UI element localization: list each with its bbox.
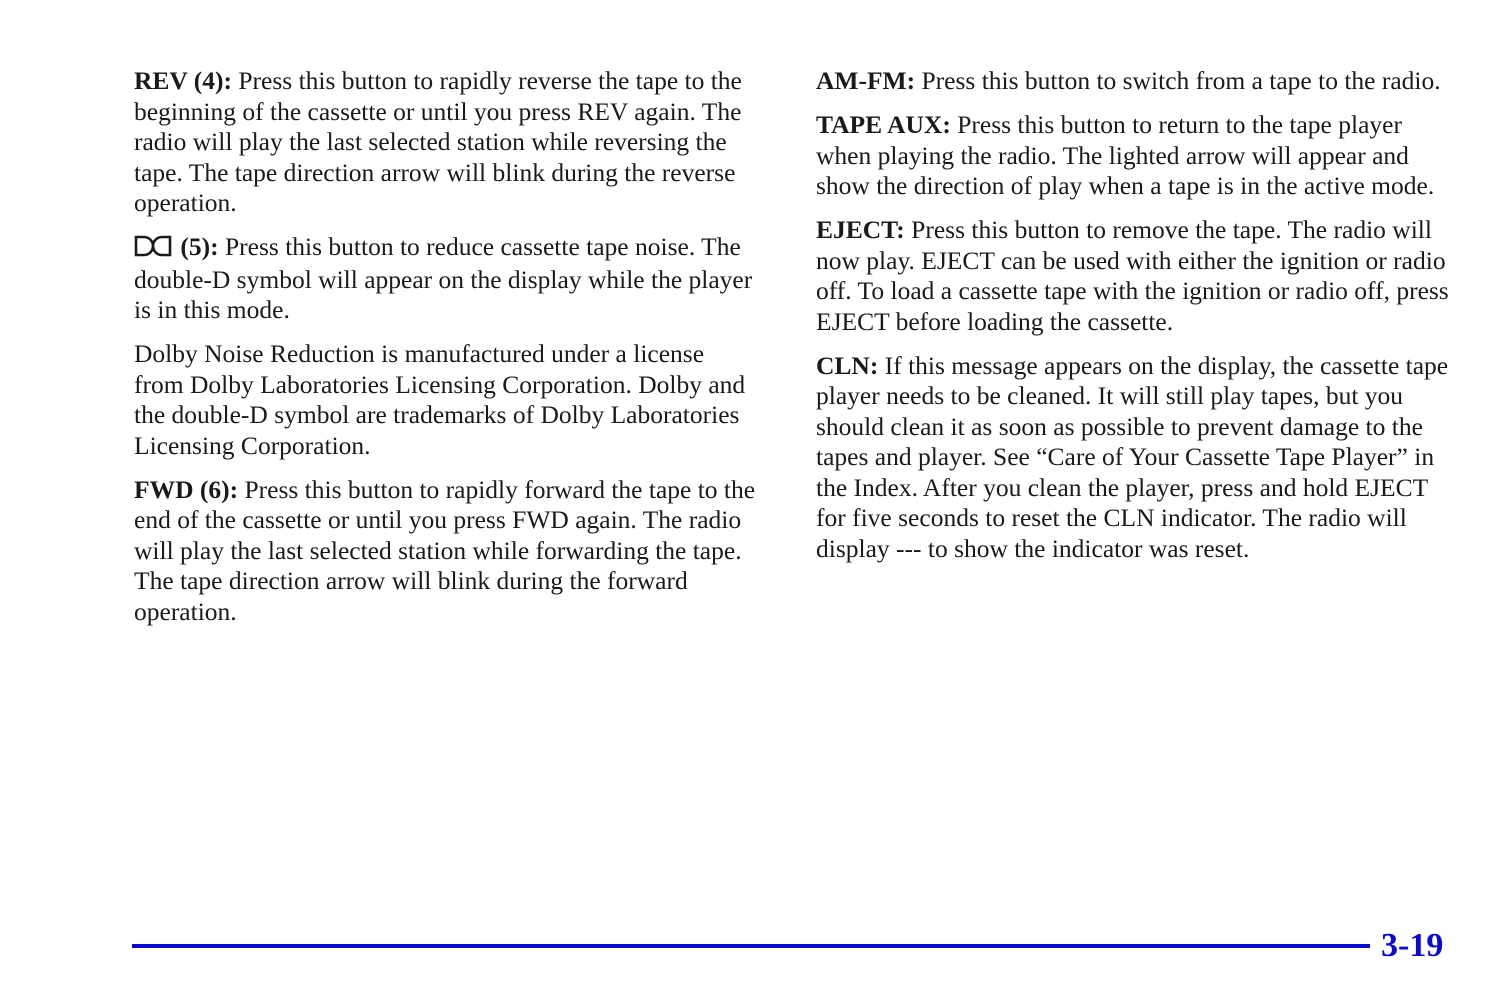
left-column — [134, 66, 758, 641]
amfm-paragraph — [816, 66, 1452, 97]
rev-text: Press this button to rapidly reverse the tape to the beginning of the cassette or until you press REV again. The radio will play the last selected station while reversing the tape. The tape direction arrow will blink during the reverse operation. — [134, 66, 742, 217]
eject-term: EJECT: — [816, 215, 905, 244]
rev-paragraph — [134, 66, 758, 219]
tape-aux-term: TAPE AUX: — [816, 110, 951, 139]
page-number: 3-19 — [1381, 927, 1444, 964]
fwd-text: Press this button to rapidly forward the tape to the end of the cassette or until you press FWD again. The radio will play the last selected station while forwarding the tape. The tape direction arrow will blink during the forward operation. — [134, 474, 756, 626]
fwd-term: FWD (6): — [134, 474, 239, 504]
tape-aux-text: Press this button to return to the tape player when playing the radio. The lighted arrow will appear and show the direction of play when a tape is in the active mode. — [816, 110, 1435, 200]
dolby-double-d-icon — [134, 234, 172, 265]
cln-text: If this message appears on the display, the cassette tape player needs to be cleaned. It will still play tapes, but you should clean it as soon as possible to prevent damage to the tapes and player. See “Care of Your Cassette Tape Player” in the Index. After you clean the player, press and hold EJECT for five seconds to reset the CLN indicator. The radio will display --- to show the indicator was reset. — [816, 350, 1449, 563]
rev-term: REV (4): — [134, 66, 232, 95]
dolby-license-note: Dolby Noise Reduction is manufactured under a license from Dolby Laboratories Licensing Corporation. Dolby and the double-D symbol are trademarks of Dolby Laboratories Licensing Corporation. — [134, 339, 746, 460]
tape-aux-paragraph — [816, 110, 1452, 202]
amfm-text: Press this button to switch from a tape to the radio. — [915, 66, 1441, 95]
eject-text: Press this button to remove the tape. The radio will now play. EJECT can be used with either the ignition or radio off. To load a cassette tape with the ignition or radio off, press EJECT before loading the cassette. — [816, 215, 1449, 336]
dolby-term: (5): — [174, 232, 219, 261]
footer-rule — [132, 944, 1370, 948]
eject-paragraph — [816, 215, 1452, 337]
cln-term: CLN: — [816, 350, 879, 380]
fwd-paragraph — [134, 475, 758, 628]
right-column — [816, 66, 1452, 578]
dolby-text: Press this button to reduce cassette tape noise. The double-D symbol will appear on the display while the player is in this mode. — [134, 232, 753, 324]
dolby-paragraph — [134, 232, 758, 326]
amfm-term: AM-FM: — [816, 66, 916, 95]
cln-paragraph — [816, 351, 1452, 565]
